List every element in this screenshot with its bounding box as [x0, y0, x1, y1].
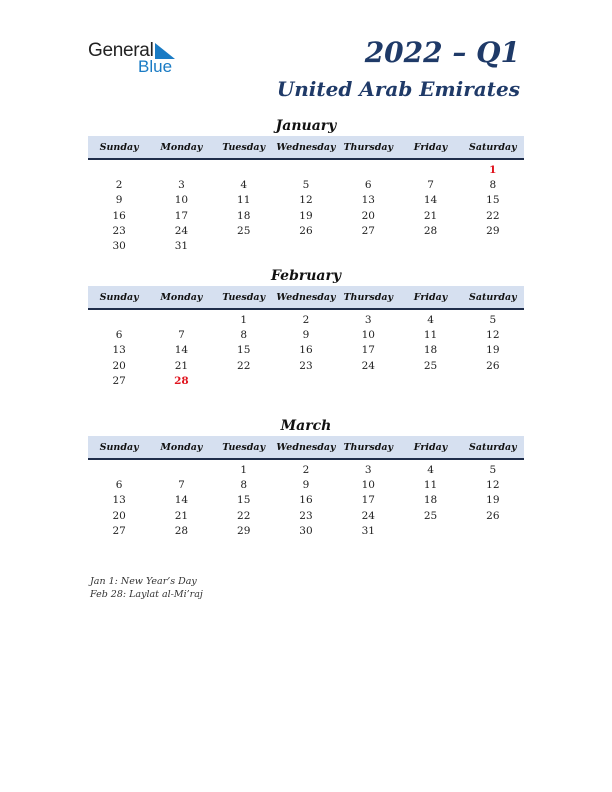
day-cell: 1 [240, 463, 248, 476]
day-cell: 19 [486, 344, 500, 357]
week-row [88, 208, 524, 223]
day-cell: 8 [240, 478, 248, 491]
day-cell: 13 [361, 194, 375, 207]
day-cell: 12 [486, 478, 500, 491]
logo-text-blue: Blue [138, 57, 173, 76]
holiday-note: Jan 1: New Year’s Day [90, 576, 197, 587]
day-cell: 8 [240, 328, 248, 341]
week-row [88, 238, 524, 253]
day-cell: 4 [427, 463, 434, 476]
day-cell: 25 [423, 509, 438, 522]
weekday-label: Friday [413, 441, 448, 453]
day-cell: 7 [427, 178, 434, 191]
day-cell: 17 [174, 209, 189, 222]
week-row [88, 523, 524, 538]
weekday-label: Sunday [99, 441, 139, 453]
day-cell: 7 [178, 328, 185, 341]
day-cell: 15 [486, 194, 500, 207]
week-row [88, 508, 524, 523]
logo [88, 40, 188, 80]
holiday-notes [90, 576, 203, 601]
day-cell: 10 [174, 194, 189, 207]
month-2 [88, 416, 524, 538]
weekday-label: Wednesday [276, 141, 336, 153]
logo-text-general: General [88, 40, 154, 61]
day-cell: 19 [486, 494, 500, 507]
day-cell: 28 [174, 374, 189, 387]
day-cell: 22 [237, 509, 251, 522]
day-cell: 2 [115, 178, 123, 191]
day-cell: 4 [240, 178, 248, 191]
day-cell: 23 [299, 509, 313, 522]
day-cell: 10 [361, 478, 375, 491]
weekday-label: Thursday [343, 441, 394, 453]
day-cell: 12 [486, 328, 500, 341]
day-cell: 9 [302, 478, 310, 491]
week-row [88, 312, 524, 327]
day-cell: 5 [489, 463, 497, 476]
day-cell: 15 [237, 344, 251, 357]
week-row [88, 373, 524, 388]
weekday-header [88, 286, 524, 310]
day-cell: 3 [178, 178, 185, 191]
day-cell: 22 [237, 359, 251, 372]
day-cell: 3 [364, 463, 372, 476]
day-cell: 11 [237, 194, 251, 207]
day-cell: 18 [423, 494, 438, 507]
day-cell: 26 [486, 359, 500, 372]
day-cell: 1 [240, 313, 248, 326]
weekday-label: Monday [160, 291, 203, 303]
weekday-label: Monday [160, 141, 203, 153]
weekday-label: Sunday [99, 291, 139, 303]
weekday-label: Thursday [343, 141, 394, 153]
day-cell: 29 [486, 224, 500, 237]
day-cell: 31 [174, 240, 189, 253]
day-cell: 13 [112, 344, 126, 357]
week-row [88, 343, 524, 358]
day-cell: 21 [174, 359, 189, 372]
day-cell: 23 [299, 359, 313, 372]
day-cell: 12 [299, 194, 313, 207]
weekday-label: Saturday [469, 441, 517, 453]
page-title: 2022 – Q1 [364, 36, 520, 69]
weekday-header [88, 436, 524, 460]
day-cell: 18 [237, 209, 251, 222]
day-cell: 28 [174, 524, 189, 537]
day-cell: 31 [361, 524, 375, 537]
day-cell: 15 [237, 494, 251, 507]
month-1 [88, 266, 524, 388]
weekday-label: Tuesday [222, 291, 266, 303]
week-row [88, 177, 524, 192]
day-cell: 6 [115, 478, 123, 491]
week-row [88, 477, 524, 492]
day-cell: 16 [299, 494, 313, 507]
day-cell: 7 [178, 478, 185, 491]
day-cell: 16 [299, 344, 313, 357]
day-cell: 14 [174, 494, 189, 507]
weekday-label: Thursday [343, 291, 394, 303]
day-cell: 27 [112, 374, 126, 387]
day-cell: 9 [115, 194, 123, 207]
day-cell: 17 [361, 344, 375, 357]
day-cell: 22 [486, 209, 500, 222]
day-cell: 17 [361, 494, 375, 507]
day-cell: 5 [302, 178, 310, 191]
day-cell: 30 [112, 240, 126, 253]
day-cell: 5 [489, 313, 497, 326]
day-cell: 26 [299, 224, 313, 237]
week-row [88, 462, 524, 477]
weekday-label: Friday [413, 141, 448, 153]
day-cell: 14 [174, 344, 189, 357]
week-row [88, 162, 524, 177]
month-name: February [270, 268, 341, 284]
week-row [88, 223, 524, 238]
week-row [88, 193, 524, 208]
day-cell: 6 [364, 178, 372, 191]
day-cell: 26 [486, 509, 500, 522]
weekday-label: Wednesday [276, 441, 336, 453]
week-row [88, 327, 524, 342]
day-cell: 13 [112, 494, 126, 507]
month-0 [88, 116, 524, 254]
weekday-header [88, 136, 524, 160]
weekday-label: Monday [160, 441, 203, 453]
day-cell: 24 [361, 359, 375, 372]
weekday-label: Tuesday [222, 141, 266, 153]
day-cell: 21 [174, 509, 189, 522]
day-cell: 20 [361, 209, 375, 222]
weekday-label: Friday [413, 291, 448, 303]
week-row [88, 358, 524, 373]
day-cell: 14 [423, 194, 438, 207]
day-cell: 25 [423, 359, 438, 372]
day-cell: 10 [361, 328, 375, 341]
day-cell: 11 [423, 478, 438, 491]
holiday-note: Feb 28: Laylat al-Mi’raj [90, 588, 203, 600]
day-cell: 20 [112, 359, 126, 372]
month-name: March [280, 418, 332, 434]
day-cell: 18 [423, 344, 438, 357]
day-cell: 2 [302, 463, 310, 476]
day-cell: 27 [112, 524, 126, 537]
day-cell: 23 [112, 224, 126, 237]
day-cell: 20 [112, 509, 126, 522]
day-cell: 28 [423, 224, 438, 237]
weekday-label: Sunday [99, 141, 139, 153]
month-name: January [275, 118, 337, 134]
day-cell: 25 [237, 224, 251, 237]
day-cell: 2 [302, 313, 310, 326]
weekday-label: Wednesday [276, 291, 336, 303]
day-cell: 19 [299, 209, 313, 222]
day-cell: 6 [115, 328, 123, 341]
weekday-label: Tuesday [222, 441, 266, 453]
day-cell: 16 [112, 209, 126, 222]
day-cell: 29 [237, 524, 251, 537]
weekday-label: Saturday [469, 141, 517, 153]
day-cell: 24 [174, 224, 189, 237]
week-row [88, 493, 524, 508]
day-cell: 3 [364, 313, 372, 326]
day-cell: 11 [423, 328, 438, 341]
day-cell: 27 [361, 224, 375, 237]
day-cell: 9 [302, 328, 310, 341]
day-cell: 8 [489, 178, 497, 191]
country-title: United Arab Emirates [276, 77, 520, 101]
day-cell: 1 [489, 163, 497, 176]
day-cell: 24 [361, 509, 375, 522]
weekday-label: Saturday [469, 291, 517, 303]
day-cell: 21 [423, 209, 438, 222]
day-cell: 4 [427, 313, 434, 326]
day-cell: 30 [299, 524, 313, 537]
